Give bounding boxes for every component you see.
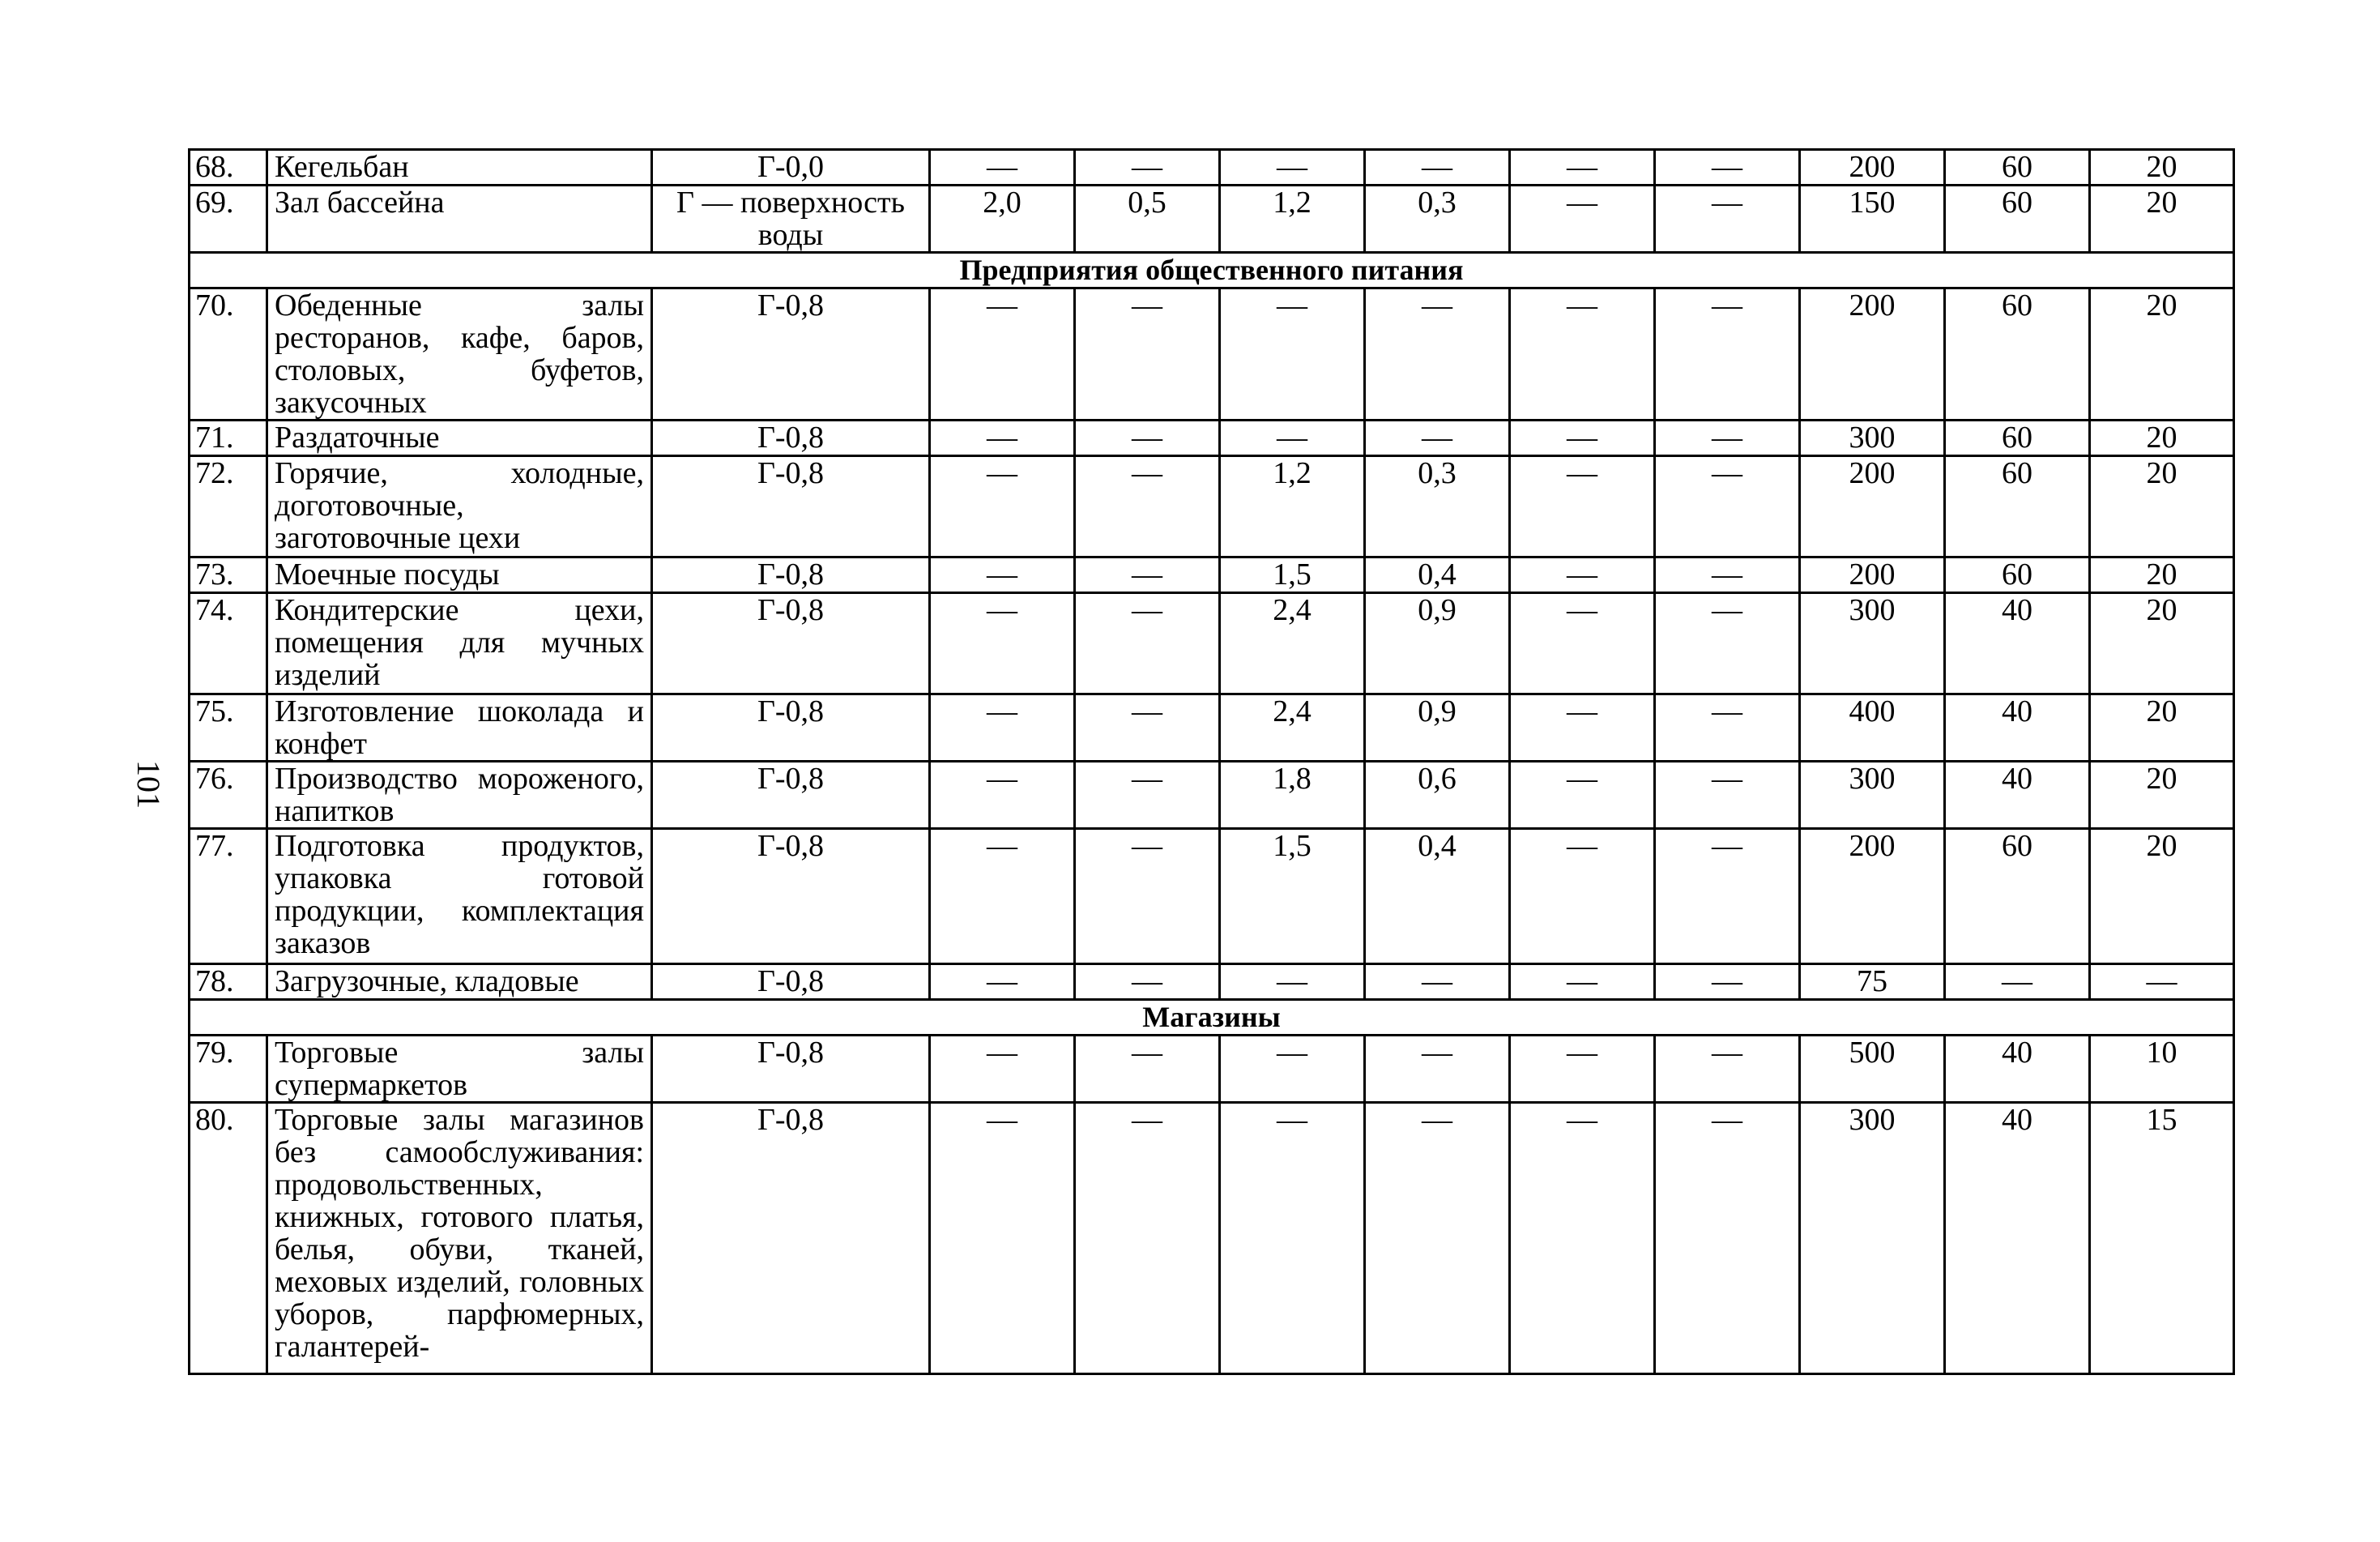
value-cell: 20 bbox=[2090, 288, 2234, 421]
page-number: 101 bbox=[130, 760, 167, 809]
room-name: Раздаточные bbox=[267, 421, 652, 456]
value-cell: 60 bbox=[1945, 456, 2090, 557]
value-cell: — bbox=[930, 456, 1075, 557]
value-cell: — bbox=[1655, 557, 1800, 593]
row-number: 80. bbox=[190, 1103, 267, 1374]
room-name: Кегельбан bbox=[267, 150, 652, 186]
row-number: 73. bbox=[190, 557, 267, 593]
value-cell: 0,4 bbox=[1365, 829, 1510, 964]
value-cell: — bbox=[930, 762, 1075, 829]
room-name: Торговые залы магазинов без самообслуживания: продовольственных, книжных, готового платья, белья, обуви, тканей, меховых изделий, головных уборов, парфюмерных, галантерей- bbox=[267, 1103, 652, 1374]
row-number: 72. bbox=[190, 456, 267, 557]
room-name: Торговые залы супермаркетов bbox=[267, 1036, 652, 1103]
value-cell: 0,5 bbox=[1075, 186, 1220, 253]
work-plane-cell: Г-0,8 bbox=[652, 964, 930, 1000]
work-plane-cell: Г-0,0 bbox=[652, 150, 930, 186]
section-title: Магазины bbox=[190, 1000, 2234, 1036]
table-row bbox=[190, 456, 2234, 557]
value-cell: — bbox=[1510, 762, 1655, 829]
value-cell: 0,9 bbox=[1365, 694, 1510, 762]
value-cell: 0,9 bbox=[1365, 593, 1510, 694]
work-plane-cell: Г-0,8 bbox=[652, 593, 930, 694]
row-number: 69. bbox=[190, 186, 267, 253]
value-cell: 20 bbox=[2090, 421, 2234, 456]
value-cell: — bbox=[1075, 1036, 1220, 1103]
room-name: Обеденные залы ресторанов, кафе, баров, столовых, буфетов, закусочных bbox=[267, 288, 652, 421]
value-cell: — bbox=[1655, 593, 1800, 694]
value-cell: — bbox=[1075, 964, 1220, 1000]
value-cell: — bbox=[1365, 421, 1510, 456]
value-cell: 20 bbox=[2090, 694, 2234, 762]
value-cell: 60 bbox=[1945, 186, 2090, 253]
value-cell: — bbox=[1075, 694, 1220, 762]
value-cell: 60 bbox=[1945, 829, 2090, 964]
value-cell: — bbox=[1655, 288, 1800, 421]
value-cell: — bbox=[1075, 829, 1220, 964]
value-cell: 20 bbox=[2090, 186, 2234, 253]
row-number: 78. bbox=[190, 964, 267, 1000]
value-cell: — bbox=[930, 1103, 1075, 1374]
value-cell: — bbox=[1510, 186, 1655, 253]
row-number: 74. bbox=[190, 593, 267, 694]
value-cell: 20 bbox=[2090, 829, 2234, 964]
value-cell: — bbox=[1365, 288, 1510, 421]
value-cell: 2,4 bbox=[1220, 593, 1365, 694]
value-cell: — bbox=[1365, 1036, 1510, 1103]
value-cell: — bbox=[1655, 186, 1800, 253]
work-plane-cell: Г-0,8 bbox=[652, 694, 930, 762]
value-cell: — bbox=[1655, 694, 1800, 762]
table-row bbox=[190, 288, 2234, 421]
lighting-norms-table bbox=[188, 148, 2235, 1375]
value-cell: 0,6 bbox=[1365, 762, 1510, 829]
value-cell: 60 bbox=[1945, 150, 2090, 186]
section-header-row bbox=[190, 1000, 2234, 1036]
room-name: Зал бассейна bbox=[267, 186, 652, 253]
value-cell: 40 bbox=[1945, 1103, 2090, 1374]
table-row bbox=[190, 186, 2234, 253]
value-cell: 40 bbox=[1945, 762, 2090, 829]
value-cell: — bbox=[1510, 1103, 1655, 1374]
value-cell: — bbox=[1075, 557, 1220, 593]
value-cell: — bbox=[930, 593, 1075, 694]
section-title: Предприятия общественного питания bbox=[190, 253, 2234, 288]
row-number: 70. bbox=[190, 288, 267, 421]
value-cell: — bbox=[1220, 150, 1365, 186]
value-cell: — bbox=[1075, 150, 1220, 186]
row-number: 75. bbox=[190, 694, 267, 762]
value-cell: 300 bbox=[1800, 421, 1945, 456]
value-cell: 200 bbox=[1800, 829, 1945, 964]
value-cell: — bbox=[1510, 288, 1655, 421]
table-row bbox=[190, 829, 2234, 964]
value-cell: 20 bbox=[2090, 456, 2234, 557]
room-name: Моечные посуды bbox=[267, 557, 652, 593]
value-cell: — bbox=[1655, 829, 1800, 964]
row-number: 77. bbox=[190, 829, 267, 964]
value-cell: 20 bbox=[2090, 150, 2234, 186]
work-plane-cell: Г-0,8 bbox=[652, 288, 930, 421]
value-cell: 10 bbox=[2090, 1036, 2234, 1103]
room-name: Горячие, холодные, доготовочные, заготовочные цехи bbox=[267, 456, 652, 557]
work-plane-cell: Г-0,8 bbox=[652, 557, 930, 593]
value-cell: — bbox=[1655, 150, 1800, 186]
table-row bbox=[190, 557, 2234, 593]
table-row bbox=[190, 762, 2234, 829]
value-cell: 20 bbox=[2090, 593, 2234, 694]
value-cell: 40 bbox=[1945, 1036, 2090, 1103]
table-row bbox=[190, 421, 2234, 456]
value-cell: — bbox=[1510, 1036, 1655, 1103]
value-cell: — bbox=[1220, 421, 1365, 456]
value-cell: 150 bbox=[1800, 186, 1945, 253]
value-cell: — bbox=[930, 964, 1075, 1000]
work-plane-cell: Г-0,8 bbox=[652, 762, 930, 829]
row-number: 68. bbox=[190, 150, 267, 186]
value-cell: — bbox=[1220, 1036, 1365, 1103]
table-row bbox=[190, 694, 2234, 762]
value-cell: — bbox=[1655, 1036, 1800, 1103]
value-cell: — bbox=[1510, 421, 1655, 456]
value-cell: — bbox=[1655, 421, 1800, 456]
value-cell: 40 bbox=[1945, 593, 2090, 694]
value-cell: 200 bbox=[1800, 288, 1945, 421]
work-plane-cell: Г-0,8 bbox=[652, 829, 930, 964]
value-cell: 200 bbox=[1800, 150, 1945, 186]
value-cell: 1,5 bbox=[1220, 829, 1365, 964]
work-plane-cell: Г-0,8 bbox=[652, 456, 930, 557]
table-row bbox=[190, 964, 2234, 1000]
value-cell: 1,2 bbox=[1220, 186, 1365, 253]
value-cell: — bbox=[1655, 762, 1800, 829]
room-name: Подготовка продуктов, упаковка готовой продукции, комплектация заказов bbox=[267, 829, 652, 964]
value-cell: — bbox=[1655, 964, 1800, 1000]
value-cell: 200 bbox=[1800, 456, 1945, 557]
value-cell: — bbox=[1655, 456, 1800, 557]
value-cell: — bbox=[1075, 288, 1220, 421]
value-cell: — bbox=[2090, 964, 2234, 1000]
value-cell: 60 bbox=[1945, 557, 2090, 593]
value-cell: 300 bbox=[1800, 1103, 1945, 1374]
value-cell: — bbox=[930, 150, 1075, 186]
value-cell: 1,8 bbox=[1220, 762, 1365, 829]
value-cell: 400 bbox=[1800, 694, 1945, 762]
value-cell: — bbox=[1365, 964, 1510, 1000]
value-cell: 60 bbox=[1945, 421, 2090, 456]
value-cell: — bbox=[1365, 150, 1510, 186]
table-row bbox=[190, 1036, 2234, 1103]
work-plane-cell: Г-0,8 bbox=[652, 1036, 930, 1103]
value-cell: — bbox=[1075, 1103, 1220, 1374]
room-name: Изготовление шоколада и конфет bbox=[267, 694, 652, 762]
value-cell: — bbox=[1510, 557, 1655, 593]
value-cell: — bbox=[1220, 1103, 1365, 1374]
value-cell: — bbox=[930, 288, 1075, 421]
value-cell: 500 bbox=[1800, 1036, 1945, 1103]
value-cell: 60 bbox=[1945, 288, 2090, 421]
row-number: 71. bbox=[190, 421, 267, 456]
value-cell: 1,2 bbox=[1220, 456, 1365, 557]
value-cell: 300 bbox=[1800, 762, 1945, 829]
table-row bbox=[190, 150, 2234, 186]
value-cell: 0,4 bbox=[1365, 557, 1510, 593]
value-cell: 2,4 bbox=[1220, 694, 1365, 762]
value-cell: — bbox=[1510, 829, 1655, 964]
value-cell: 20 bbox=[2090, 762, 2234, 829]
value-cell: 0,3 bbox=[1365, 456, 1510, 557]
value-cell: — bbox=[1220, 964, 1365, 1000]
value-cell: 15 bbox=[2090, 1103, 2234, 1374]
room-name: Загрузочные, кладовые bbox=[267, 964, 652, 1000]
work-plane-cell: Г-0,8 bbox=[652, 1103, 930, 1374]
value-cell: — bbox=[1075, 421, 1220, 456]
value-cell: 300 bbox=[1800, 593, 1945, 694]
value-cell: 200 bbox=[1800, 557, 1945, 593]
value-cell: — bbox=[1510, 694, 1655, 762]
value-cell: — bbox=[1075, 456, 1220, 557]
value-cell: 0,3 bbox=[1365, 186, 1510, 253]
value-cell: — bbox=[930, 1036, 1075, 1103]
value-cell: 1,5 bbox=[1220, 557, 1365, 593]
value-cell: — bbox=[1510, 456, 1655, 557]
work-plane-cell: Г — поверхность воды bbox=[652, 186, 930, 253]
value-cell: — bbox=[930, 421, 1075, 456]
value-cell: — bbox=[1655, 1103, 1800, 1374]
value-cell: — bbox=[1220, 288, 1365, 421]
value-cell: — bbox=[1075, 762, 1220, 829]
value-cell: — bbox=[1510, 964, 1655, 1000]
value-cell: — bbox=[930, 694, 1075, 762]
value-cell: — bbox=[1075, 593, 1220, 694]
value-cell: — bbox=[930, 829, 1075, 964]
row-number: 76. bbox=[190, 762, 267, 829]
table-row bbox=[190, 593, 2234, 694]
value-cell: — bbox=[1510, 593, 1655, 694]
row-number: 79. bbox=[190, 1036, 267, 1103]
table-row bbox=[190, 1103, 2234, 1374]
room-name: Производство мороженого, напитков bbox=[267, 762, 652, 829]
value-cell: 20 bbox=[2090, 557, 2234, 593]
value-cell: — bbox=[1945, 964, 2090, 1000]
room-name: Кондитерские цехи, помещения для мучных изделий bbox=[267, 593, 652, 694]
table-body bbox=[190, 150, 2234, 1374]
value-cell: 2,0 bbox=[930, 186, 1075, 253]
value-cell: 40 bbox=[1945, 694, 2090, 762]
value-cell: — bbox=[930, 557, 1075, 593]
value-cell: 75 bbox=[1800, 964, 1945, 1000]
value-cell: — bbox=[1510, 150, 1655, 186]
work-plane-cell: Г-0,8 bbox=[652, 421, 930, 456]
value-cell: — bbox=[1365, 1103, 1510, 1374]
section-header-row bbox=[190, 253, 2234, 288]
